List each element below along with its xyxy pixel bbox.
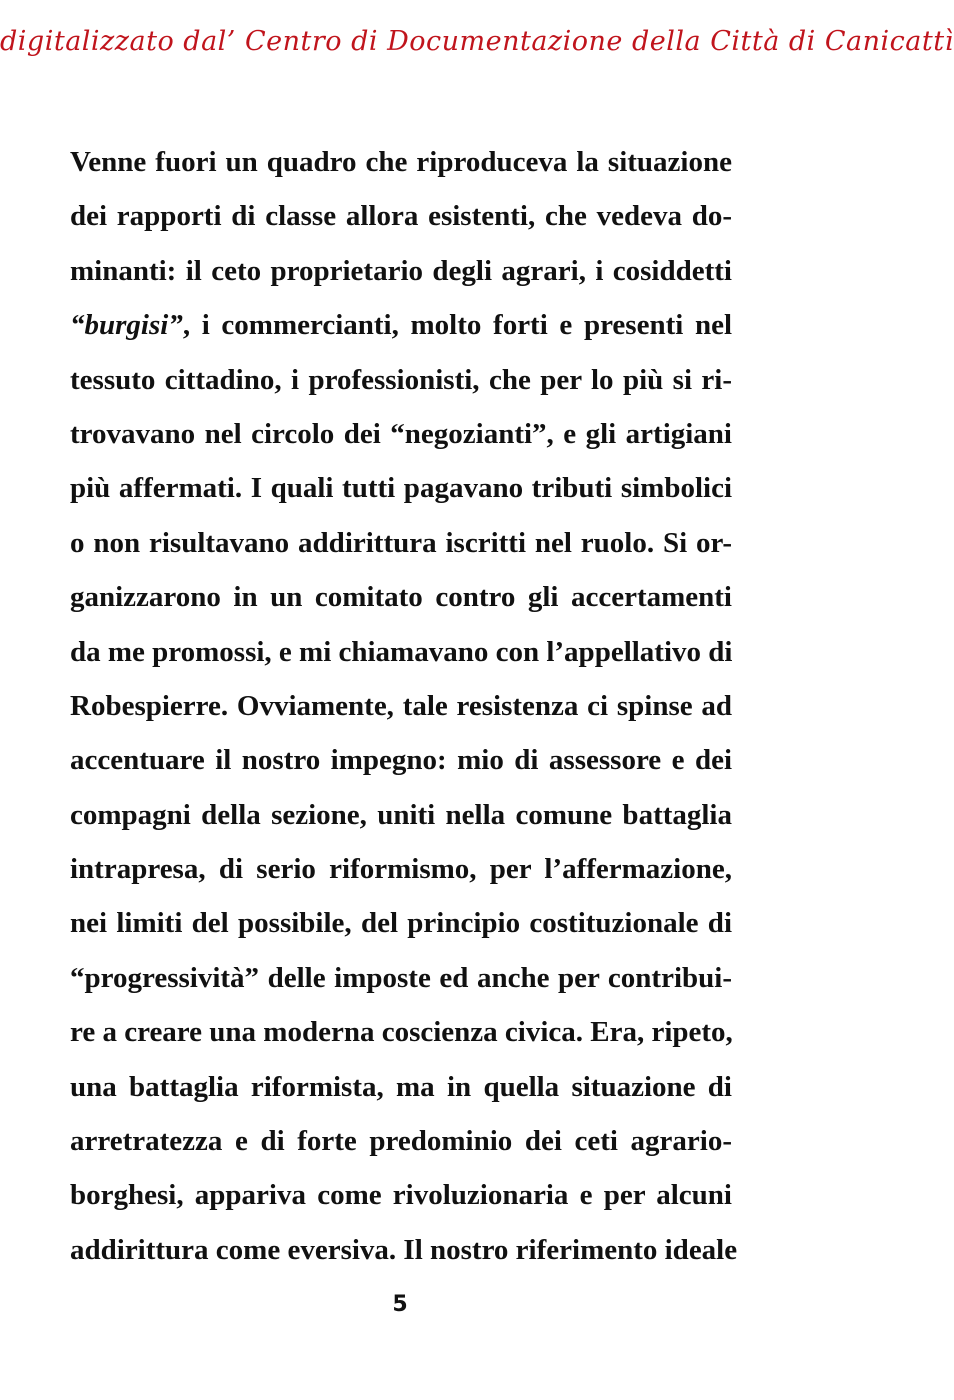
text-line: intrapresa, di serio riformismo, per l’affermazione, [70, 853, 732, 886]
text-line-with-italic [70, 298, 732, 352]
body-text [70, 135, 738, 1277]
text-line: minanti: il ceto proprietario degli agrari, i cosiddetti [70, 254, 732, 287]
italic-term: “burgisi” [70, 309, 183, 342]
text-line: re a creare una moderna coscienza civica. Era, ripeto, [70, 1016, 733, 1049]
text-line: dei rapporti di classe allora esistenti, che vedeva do- [70, 200, 732, 233]
text-line: addirittura come eversiva. Il nostro riferimento ideale [70, 1233, 738, 1266]
text-line: da me promossi, e mi chiamavano con l’appellativo di [70, 635, 733, 668]
text-line: borghesi, appariva come rivoluzionaria e per alcuni [70, 1179, 732, 1212]
text-line: una battaglia riformista, ma in quella situazione di [70, 1070, 732, 1103]
text-line: ganizzarono in un comitato contro gli accertamenti [70, 581, 732, 614]
text-line: tessuto cittadino, i professionisti, che per lo più si ri- [70, 363, 732, 396]
text-line-rest: , i commercianti, molto forti e presenti nel [182, 309, 732, 342]
text-line: nei limiti del possibile, del principio costituzionale di [70, 907, 732, 940]
text-line: o non risultavano addirittura iscritti nel ruolo. Si or- [70, 526, 732, 559]
text-line: compagni della sezione, uniti nella comune battaglia [70, 798, 732, 831]
text-line: trovavano nel circolo dei “negozianti”, e gli artigiani [70, 417, 732, 450]
text-line: Venne fuori un quadro che riproduceva la situazione [70, 146, 732, 178]
text-line: Robespierre. Ovviamente, tale resistenza ci spinse ad [70, 689, 732, 722]
text-line: accentuare il nostro impegno: mio di assessore e dei [70, 744, 732, 777]
text-line: arretratezza e di forte predominio dei ceti agrario- [70, 1125, 732, 1158]
digitization-header: digitalizzato dal’ Centro di Documentazione della Città di Canicattì [0, 26, 954, 57]
text-line: più affermati. I quali tutti pagavano tributi simbolici [70, 472, 732, 505]
text-line: “progressività” delle imposte ed anche per contribui- [70, 961, 732, 994]
page-number: 5 [392, 1292, 408, 1317]
